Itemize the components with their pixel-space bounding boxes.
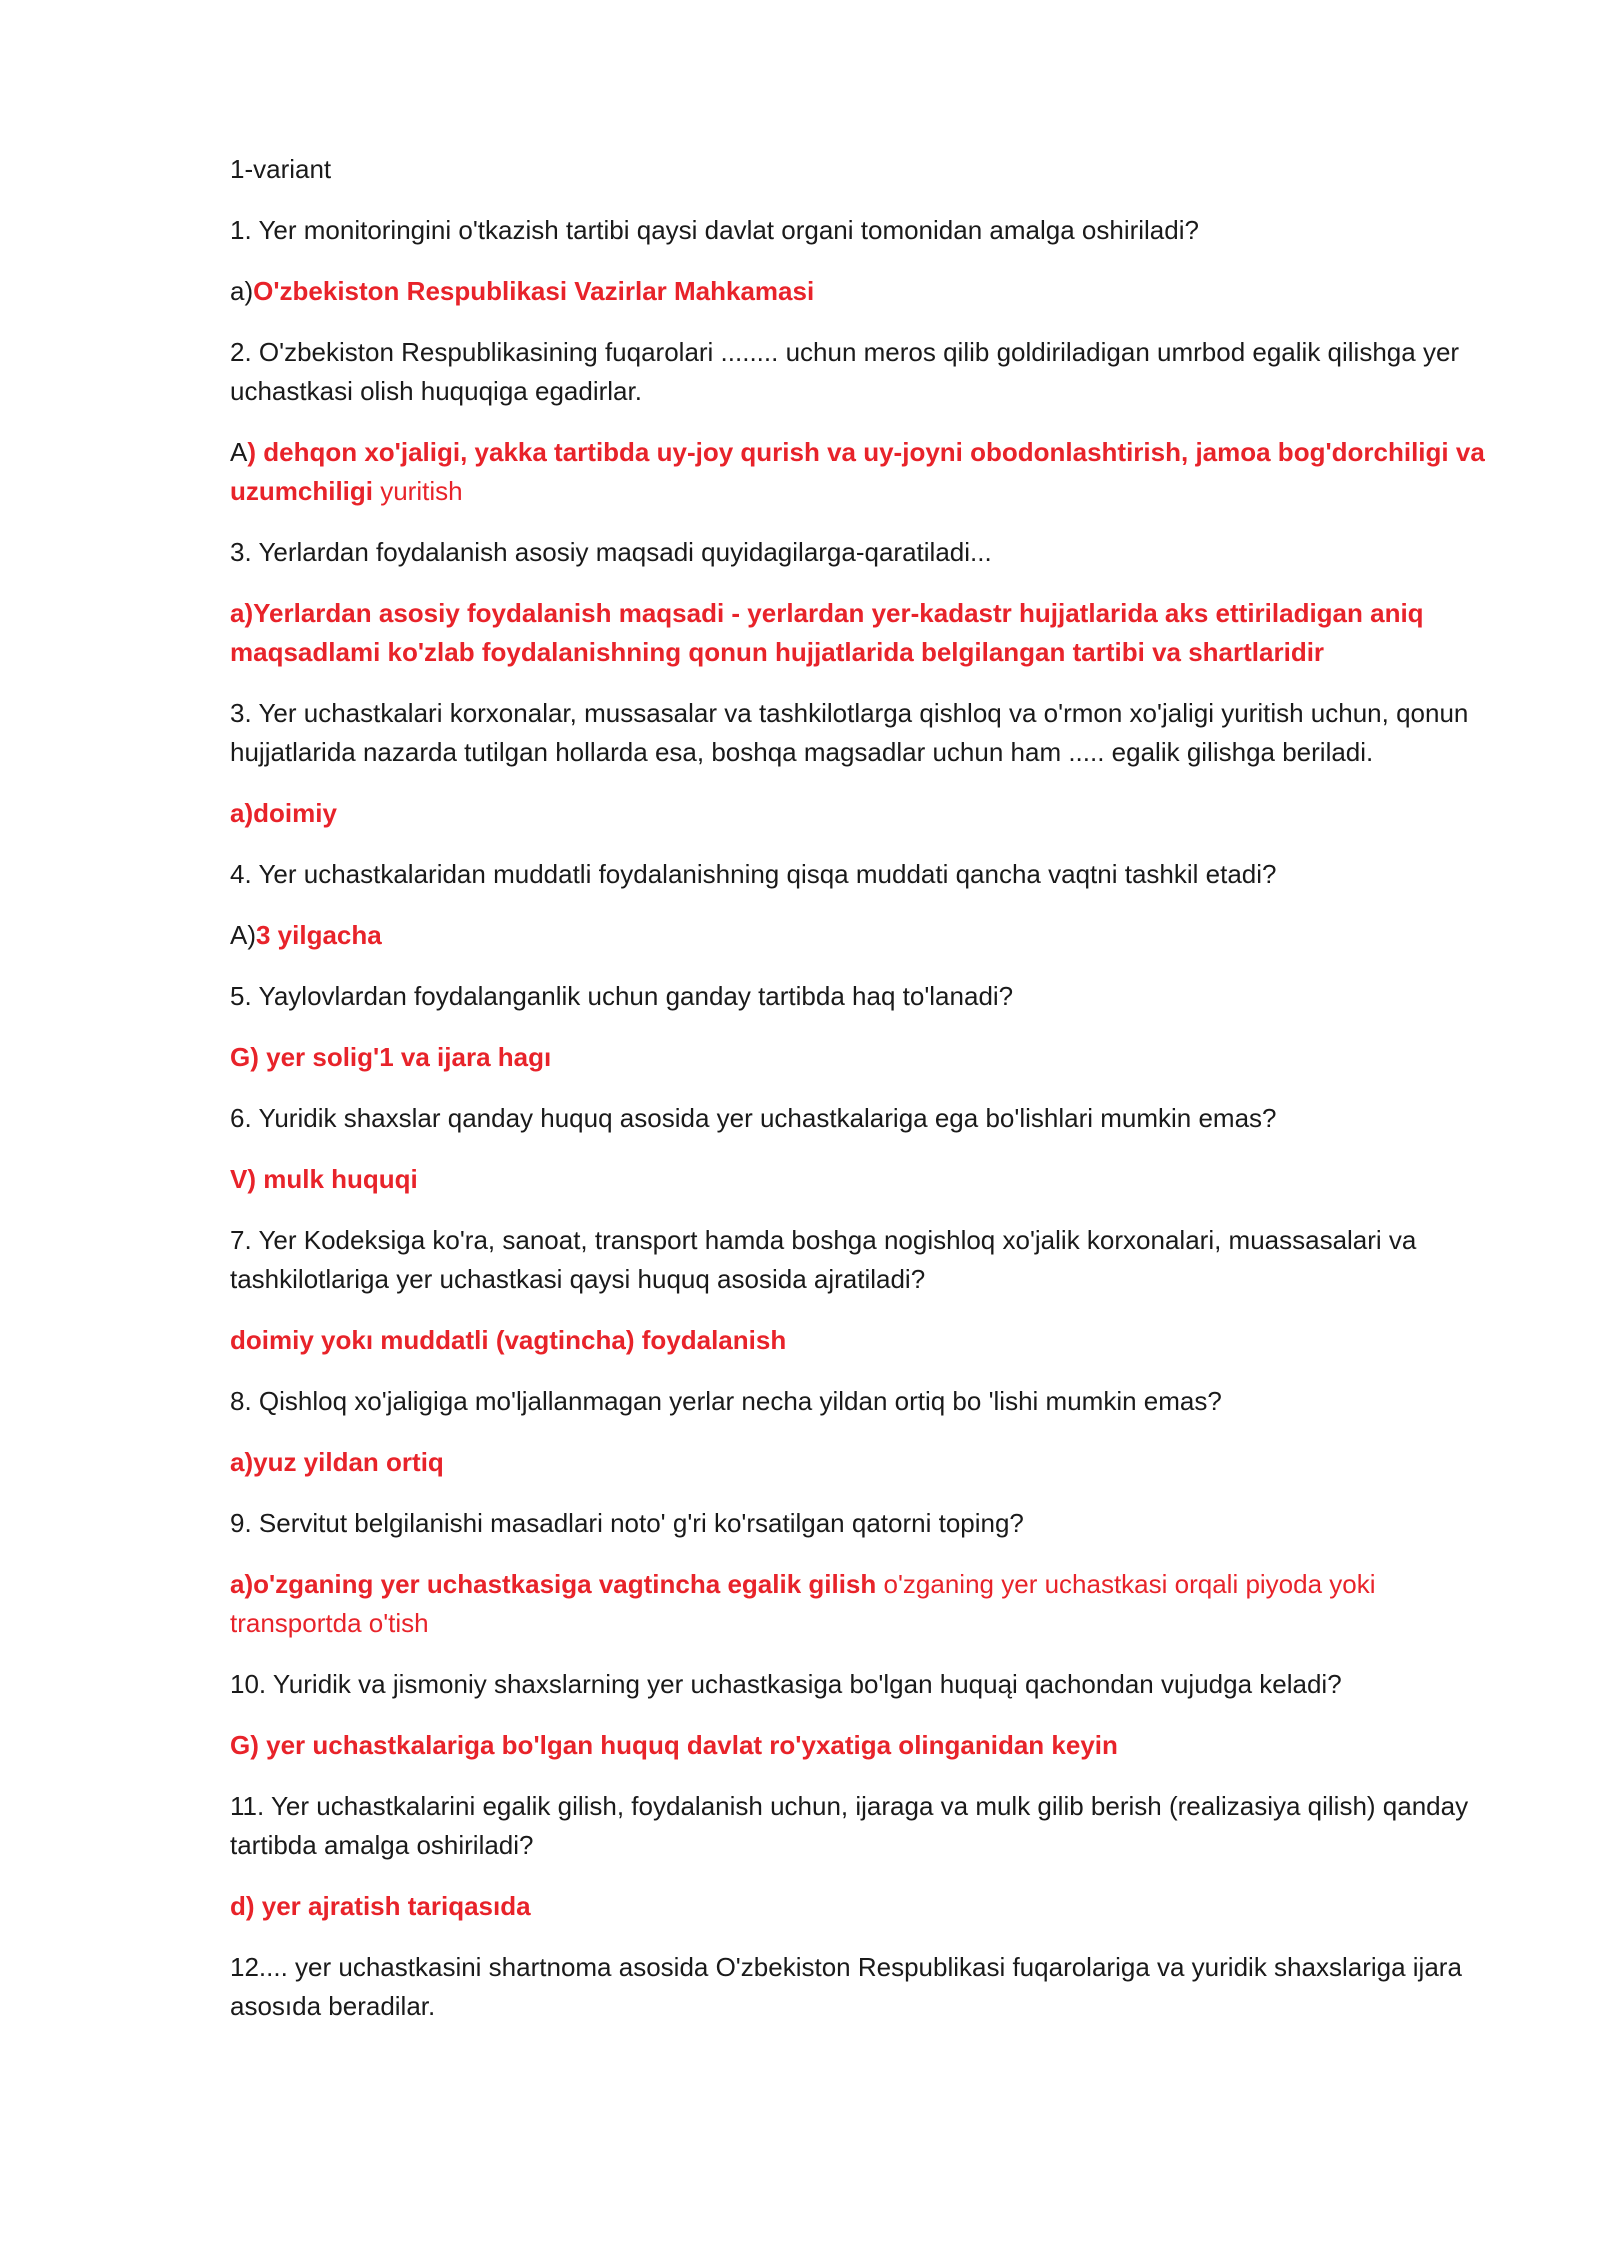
question-10: 10. Yuridik va jismoniy shaxslarning yer uchastkasiga bo'lgan huquąi qachondan vujudga keladi? <box>230 1669 1342 1699</box>
answer-3b: a)doimiy <box>230 798 337 828</box>
question-11: 11. Yer uchastkalarini egalik gilish, foydalanish uchun, ijaraga va mulk gilib berish (realizasiya qilish) qanday tartibda amalga oshiriladi? <box>230 1791 1469 1860</box>
question-1: 1. Yer monitoringini o'tkazish tartibi qaysi davlat organi tomonidan amalga oshiriladi? <box>230 215 1199 245</box>
answer-5: G) yer solig'1 va ijara hagı <box>230 1042 552 1072</box>
answer-8: a)yuz yildan ortiq <box>230 1447 444 1477</box>
question-9: 9. Servitut belgilanishi masadlari noto' g'ri ko'rsatilgan qatorni toping? <box>230 1508 1024 1538</box>
question-3b: 3. Yer uchastkalari korxonalar, mussasalar va tashkilotlarga qishloq va o'rmon xo'jaligi yuritish uchun, qonun hujjatlarida nazarda tutilgan hollarda esa, boshqa magsadlar uchun ham ..... egalik gilishga beriladi. <box>230 698 1469 767</box>
question-4: 4. Yer uchastkalaridan muddatli foydalanishning qisqa muddati qancha vaqtni tashkil etadi? <box>230 859 1277 889</box>
answer-11: d) yer ajratish tariqasıda <box>230 1891 531 1921</box>
question-8: 8. Qishloq xo'jaligiga mo'ljallanmagan yerlar necha yildan ortiq bo 'lishi mumkin emas? <box>230 1386 1222 1416</box>
answer-9-text: a)o'zganing yer uchastkasiga vagtincha egalik gilish <box>230 1569 877 1599</box>
answer-9-tail: o'zganing yer uchastkasi orqali piyoda yoki transportda o'tish <box>230 1569 1376 1638</box>
answer-2-prefix: A <box>230 437 248 467</box>
question-6: 6. Yuridik shaxslar qanday huquq asosida yer uchastkalariga ega bo'lishlari mumkin emas? <box>230 1103 1277 1133</box>
answer-10: G) yer uchastkalariga bo'lgan huquq davlat ro'yxatiga olinganidan keyin <box>230 1730 1118 1760</box>
answer-2-tail: yuritish <box>373 476 463 506</box>
document-body <box>230 150 1490 2048</box>
answer-4 <box>230 916 1490 955</box>
question-12: 12.... yer uchastkasini shartnoma asosida O'zbekiston Respublikasi fuqarolariga va yuridik shaxslariga ijara asosıda beradilar. <box>230 1952 1462 2021</box>
question-3a: 3. Yerlardan foydalanish asosiy maqsadi quyidagilarga-qaratiladi... <box>230 537 992 567</box>
question-2: 2. O'zbekiston Respublikasining fuqarolari ........ uchun meros qilib goldiriladigan umrbod egalik qilishga yer uchastkasi olish huquqiga egadirlar. <box>230 337 1460 406</box>
answer-1-prefix: a) <box>230 276 254 306</box>
answer-1-text: O'zbekiston Respublikasi Vazirlar Mahkamasi <box>253 276 815 306</box>
answer-2-text: ) dehqon xo'jaligi, yakka tartibda uy-joy qurish va uy-joyni obodonlashtirish, jamoa bog'dorchiligi va uzumchiligi <box>230 437 1485 506</box>
answer-4-text: 3 yilgacha <box>256 920 382 950</box>
answer-2 <box>230 433 1490 511</box>
answer-6: V) mulk huquqi <box>230 1164 418 1194</box>
answer-1 <box>230 272 1490 311</box>
variant-heading: 1-variant <box>230 154 332 184</box>
answer-4-prefix: A) <box>230 920 256 950</box>
answer-9 <box>230 1565 1490 1643</box>
question-7: 7. Yer Kodeksiga ko'ra, sanoat, transport hamda boshga nogishloq xo'jalik korxonalari, muassasalari va tashkilotlariga yer uchastkasi qaysi huquq asosida ajratiladi? <box>230 1225 1417 1294</box>
question-5: 5. Yaylovlardan foydalanganlik uchun ganday tartibda haq to'lanadi? <box>230 981 1014 1011</box>
answer-7: doimiy yokı muddatli (vagtincha) foydalanish <box>230 1325 787 1355</box>
answer-3a: a)Yerlardan asosiy foydalanish maqsadi - yerlardan yer-kadastr hujjatlarida aks ettiriladigan aniq maqsadlami ko'zlab foydalanishning qonun hujjatlarida belgilangan tartibi va shartlaridir <box>230 598 1424 667</box>
